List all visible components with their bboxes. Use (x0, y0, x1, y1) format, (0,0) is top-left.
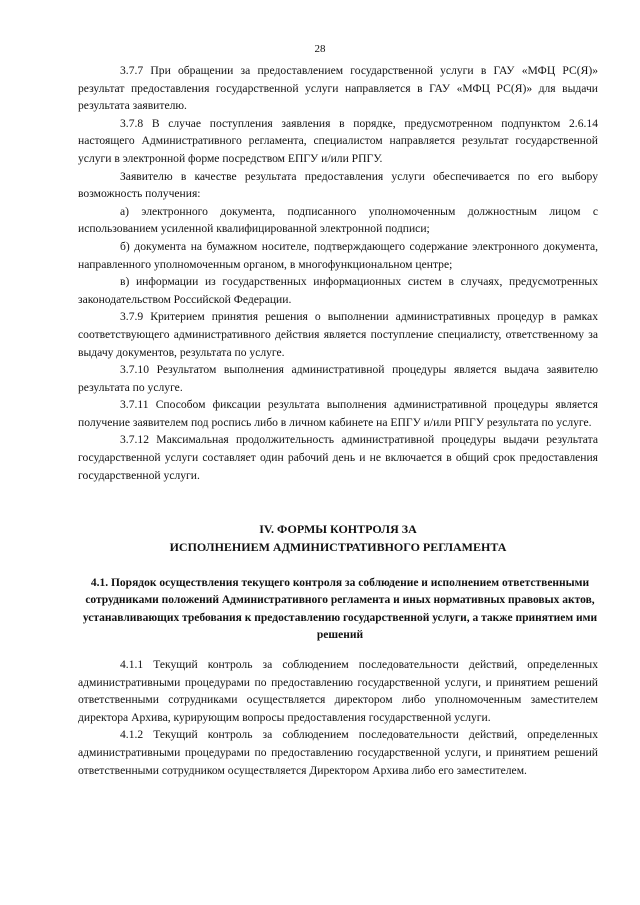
bottom-text-block (78, 656, 598, 779)
paragraph-3-7-7: 3.7.7 При обращении за предоставлением государственной услуги в ГАУ «МФЦ РС(Я)» результат предоставления государственной услуги направляется в ГАУ «МФЦ РС(Я)» для выдачи результата заявителю. (78, 64, 598, 113)
paragraph-result-choice: Заявителю в качестве результата предоставления услуги обеспечивается по его выбору возможность получения: (78, 169, 598, 201)
top-text-block (78, 62, 598, 484)
paragraph-4-1-1: 4.1.1 Текущий контроль за соблюдением последовательности действий, определенных административными процедурами по предоставлению государственной услуги, и принятием решений ответственными сотрудниками осуществляется директором либо уполномоченным заместителем директора Архива, курирующим вопросы предоставления государственной услуги. (78, 658, 598, 724)
page-number: 28 (314, 43, 326, 55)
paragraph-3-7-12: 3.7.12 Максимальная продолжительность административной процедуры выдачи результата государственной услуги составляет один рабочий день и не включается в общий срок предоставления государственной услуги. (78, 433, 598, 482)
paragraph-option-c: в) информации из государственных информационных систем в случаях, предусмотренных законодательством Российской Федерации. (78, 275, 598, 306)
paragraph-3-7-8: 3.7.8 В случае поступления заявления в порядке, предусмотренном подпунктом 2.6.14 настоящего Административного регламента, специалистом направляется результат государственной услуги в электронной форме посредством ЕПГУ и/или РПГУ. (78, 116, 598, 165)
section-heading-line-2: ИСПОЛНЕНИЕМ АДМИНИСТРАТИВНОГО РЕГЛАМЕНТА (169, 540, 507, 554)
section-heading (78, 520, 598, 556)
paragraph-3-7-11: 3.7.11 Способом фиксации результата выполнения административной процедуры является получение заявителем под роспись либо в личном кабинете на ЕПГУ и/или РПГУ результата по услуге. (78, 398, 598, 429)
paragraph-3-7-10: 3.7.10 Результатом выполнения административной процедуры является выдача заявителю результата по услуге. (78, 363, 598, 394)
subsection-heading: 4.1. Порядок осуществления текущего контроля за соблюдение и исполнением ответственными сотрудниками положений Административного регламента и иных нормативных правовых актов, устанавливающих требования к предоставлению государственной услуги, а также принятием ими решений (82, 577, 598, 642)
paragraph-3-7-9: 3.7.9 Критерием принятия решения о выполнении административных процедур в рамках соответствующего административного действия является поступление специалисту, ответственному за выдачу документов, результата по услуге. (78, 310, 598, 359)
paragraph-4-1-2: 4.1.2 Текущий контроль за соблюдением последовательности действий, определенных административными процедурами по предоставлению государственной услуги, и принятием решений ответственными сотрудником осуществляется Директором Архива либо его заместителем. (78, 728, 598, 777)
paragraph-option-b: б) документа на бумажном носителе, подтверждающего содержание электронного документа, направленного уполномоченным органом, в многофункциональном центре; (78, 239, 598, 271)
section-heading-line-1: IV. ФОРМЫ КОНТРОЛЯ ЗА (259, 522, 417, 536)
paragraph-option-a: а) электронного документа, подписанного уполномоченным должностным лицом с использованием усиленной квалифицированной электронной подписи; (78, 204, 598, 236)
